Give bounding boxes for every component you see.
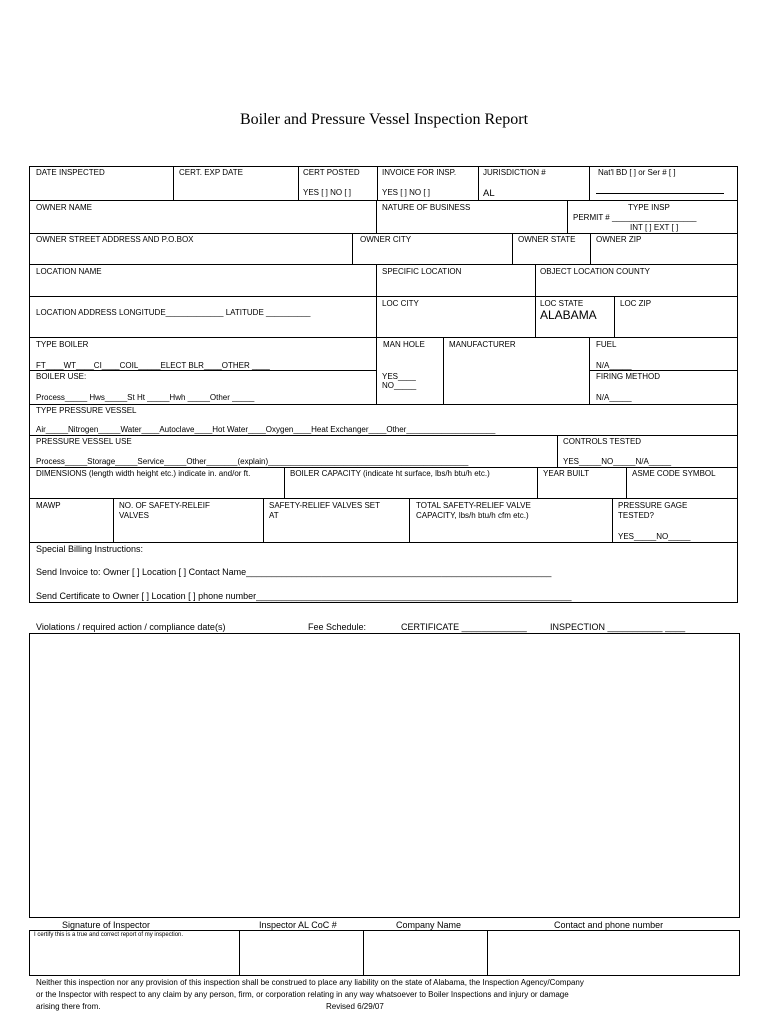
owner-name-label: OWNER NAME bbox=[36, 203, 92, 212]
pressure-gage-options[interactable]: YES_____NO_____ bbox=[618, 532, 691, 541]
cert-posted-checkboxes[interactable]: YES [ ] NO [ ] bbox=[303, 188, 352, 197]
owner-state-label: OWNER STATE bbox=[518, 235, 576, 244]
int-ext-checkboxes[interactable]: INT [ ] EXT [ ] bbox=[630, 223, 679, 232]
location-name-label: LOCATION NAME bbox=[36, 267, 102, 276]
man-hole-label: MAN HOLE bbox=[383, 340, 425, 349]
page-title: Boiler and Pressure Vessel Inspection Report bbox=[239, 111, 529, 128]
year-built-label: YEAR BUILT bbox=[543, 469, 590, 478]
pressure-vessel-use-options[interactable]: Process_____Storage_____Service_____Other_______(explain)_____________________________________________ bbox=[36, 457, 469, 466]
boiler-use-options[interactable]: Process_____ Hws_____St Ht _____Hwh _____Other _____ bbox=[36, 393, 255, 402]
manufacturer-label: MANUFACTURER bbox=[449, 340, 516, 349]
type-boiler-label: TYPE BOILER bbox=[36, 340, 89, 349]
firing-na[interactable]: N/A_____ bbox=[596, 393, 632, 402]
owner-street-label: OWNER STREET ADDRESS AND P.O.BOX bbox=[36, 235, 194, 244]
loc-zip-label: LOC ZIP bbox=[620, 299, 652, 308]
jurisdiction-label: JURISDICTION # bbox=[483, 168, 546, 177]
contact-phone-field[interactable] bbox=[489, 932, 738, 974]
boiler-type-options[interactable]: FT____WT____CI____COIL_____ELECT BLR____OTHER ____ bbox=[36, 361, 270, 370]
boiler-capacity-label: BOILER CAPACITY (indicate ht surface, lbs/h btu/h etc.) bbox=[290, 469, 490, 478]
billing-heading: Special Billing Instructions: bbox=[36, 544, 144, 554]
location-address-field[interactable]: LOCATION ADDRESS LONGITUDE_____________ LATITUDE __________ bbox=[36, 308, 311, 317]
total-capacity-label: TOTAL SAFETY-RELIEF VALVE bbox=[416, 501, 531, 510]
object-location-county-label: OBJECT LOCATION COUNTY bbox=[540, 267, 650, 276]
disclaimer-line-2: or the Inspector with respect to any claim by any person, firm, or corporation relating in any way whatsoever to Boiler Inspections and injury or damage bbox=[36, 990, 569, 999]
controls-tested-label: CONTROLS TESTED bbox=[563, 437, 642, 446]
specific-location-label: SPECIFIC LOCATION bbox=[382, 267, 462, 276]
contact-phone-label: Contact and phone number bbox=[554, 920, 664, 930]
invoice-label: INVOICE FOR INSP. bbox=[382, 168, 457, 177]
invoice-checkboxes[interactable]: YES [ ] NO [ ] bbox=[382, 188, 431, 197]
no-safety-relief-label-2: VALVES bbox=[119, 511, 149, 520]
man-hole-no[interactable]: NO_____ bbox=[382, 381, 417, 390]
fuel-na[interactable]: N/A_____ bbox=[596, 361, 632, 370]
valves-set-label-2: AT bbox=[269, 511, 279, 520]
cert-posted-label: CERT POSTED bbox=[303, 168, 360, 177]
disclaimer-line-3: arising there from. bbox=[36, 1002, 101, 1011]
inspector-coc-label: Inspector AL CoC # bbox=[259, 920, 337, 930]
loc-city-label: LOC CITY bbox=[382, 299, 419, 308]
signature-of-inspector-label: Signature of Inspector bbox=[62, 920, 151, 930]
certificate-fee-field[interactable]: CERTIFICATE _____________ bbox=[401, 622, 527, 632]
type-insp-label: TYPE INSP bbox=[628, 203, 670, 212]
fuel-label: FUEL bbox=[596, 340, 617, 349]
company-name-label: Company Name bbox=[396, 920, 462, 930]
loc-state-value: ALABAMA bbox=[540, 308, 597, 322]
mawp-label: MAWP bbox=[36, 501, 61, 510]
pressure-gage-label-2: TESTED? bbox=[618, 511, 655, 520]
revised-date: Revised 6/29/07 bbox=[326, 1002, 384, 1011]
controls-tested-options[interactable]: YES_____NO_____N/A_____ bbox=[563, 457, 672, 466]
send-invoice-line[interactable]: Send Invoice to: Owner [ ] Location [ ] Contact Name_____________________________________________________________ bbox=[36, 567, 552, 577]
inspection-fee-field[interactable]: INSPECTION ___________ ____ bbox=[550, 622, 686, 632]
dimensions-label: DIMENSIONS (length width height etc.) indicate in. and/or ft. bbox=[36, 469, 251, 478]
man-hole-yes[interactable]: YES____ bbox=[382, 372, 416, 381]
natl-bd-line[interactable] bbox=[596, 193, 724, 194]
owner-zip-label: OWNER ZIP bbox=[596, 235, 642, 244]
violations-textarea[interactable] bbox=[29, 633, 740, 918]
fee-schedule-label: Fee Schedule: bbox=[308, 622, 367, 632]
permit-field[interactable]: PERMIT # ___________________ bbox=[573, 213, 697, 222]
pressure-vessel-type-options[interactable]: Air_____Nitrogen_____Water____Autoclave____Hot Water____Oxygen____Heat Exchanger____Other____________________ bbox=[36, 425, 496, 434]
natl-bd-label[interactable]: Nat'l BD [ ] or Ser # [ ] bbox=[598, 168, 676, 177]
certify-statement: I certify this is a true and correct report of my inspection. bbox=[34, 932, 184, 938]
date-inspected-label: DATE INSPECTED bbox=[36, 168, 105, 177]
company-name-field[interactable] bbox=[365, 932, 486, 974]
cert-exp-date-label: CERT. EXP DATE bbox=[179, 168, 244, 177]
send-certificate-line[interactable]: Send Certificate to Owner [ ] Location [ ] phone number_______________________________________________________________ bbox=[36, 591, 572, 601]
nature-of-business-label: NATURE OF BUSINESS bbox=[382, 203, 471, 212]
pressure-gage-label: PRESSURE GAGE bbox=[618, 501, 688, 510]
firing-method-label: FIRING METHOD bbox=[596, 372, 660, 381]
violations-label: Violations / required action / compliance date(s) bbox=[36, 622, 226, 632]
pressure-vessel-use-label: PRESSURE VESSEL USE bbox=[36, 437, 132, 446]
disclaimer-line-1: Neither this inspection nor any provision of this inspection shall be construed to place any liability on the state of Alabama, the Inspection Agency/Company bbox=[36, 978, 584, 987]
loc-state-label: LOC STATE bbox=[540, 299, 584, 308]
inspector-coc-field[interactable] bbox=[241, 932, 362, 974]
valves-set-label: SAFETY-RELIEF VALVES SET bbox=[269, 501, 380, 510]
boiler-use-label: BOILER USE: bbox=[36, 372, 87, 381]
asme-code-symbol-label: ASME CODE SYMBOL bbox=[632, 469, 716, 478]
type-pressure-vessel-label: TYPE PRESSURE VESSEL bbox=[36, 406, 137, 415]
owner-city-label: OWNER CITY bbox=[360, 235, 412, 244]
no-safety-relief-label: NO. OF SAFETY-RELEIF bbox=[119, 501, 210, 510]
total-capacity-label-2: CAPACITY, lbs/h btu/h cfm etc.) bbox=[416, 511, 529, 520]
jurisdiction-value: AL bbox=[483, 188, 495, 199]
